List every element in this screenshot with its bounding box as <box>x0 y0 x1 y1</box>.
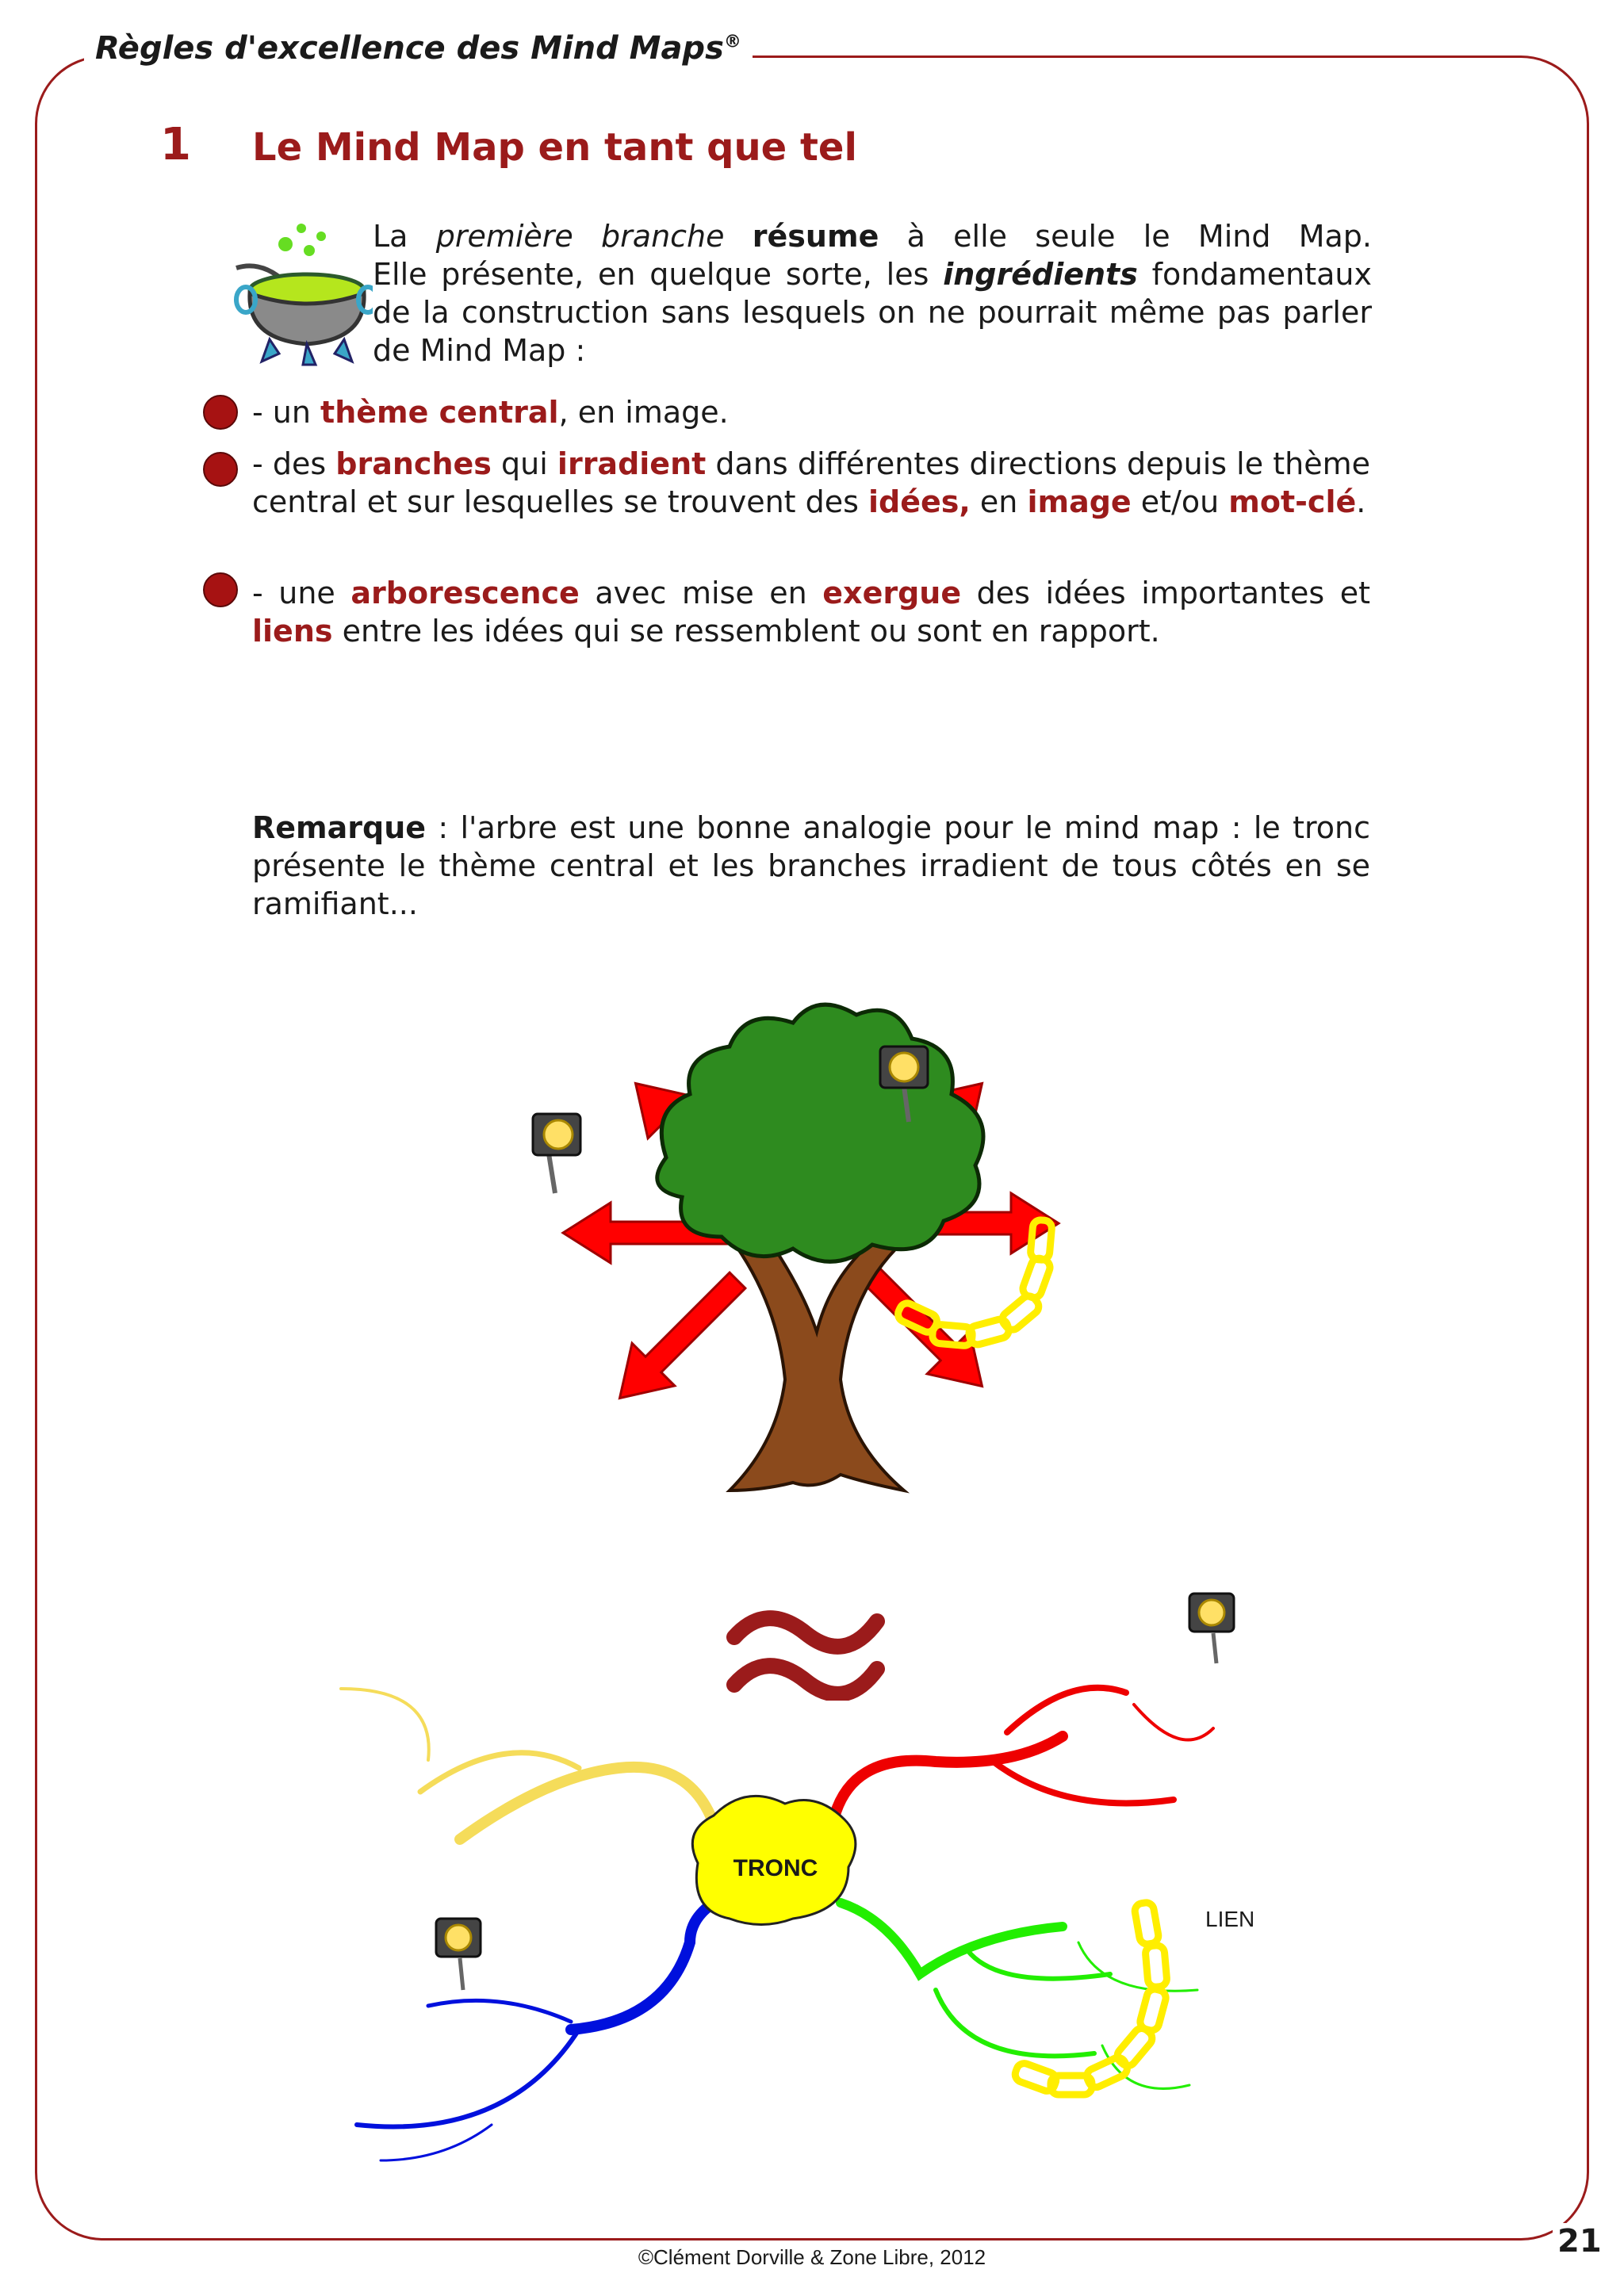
tree-illustration <box>492 936 1142 1522</box>
section-title: Le Mind Map en tant que tel <box>252 125 857 170</box>
intro-paragraph: La première branche résume à elle seule le Mind Map. Elle présente, en quelque sorte, les ingrédients fondamentaux de la construction sans lesquels on ne pourrait même pas parler de Mind Map : <box>373 219 1373 368</box>
branch-blue <box>357 1903 714 2160</box>
header-title: Règles d'excellence des Mind Maps® <box>84 30 753 67</box>
bullet-arborescence: - une arborescence avec mise en exergue des idées importantes et liens entre les idées qui se ressemblent ou sont en rapport. <box>252 576 1371 649</box>
section-number: 1 <box>160 119 191 170</box>
bullet-central-theme: - un thème central, en image. <box>252 395 729 430</box>
mindmap-illustration <box>317 1578 1316 2164</box>
remark-label: Remarque <box>252 810 427 845</box>
tree-foliage <box>657 1004 983 1261</box>
link-label: LIEN <box>1205 1907 1255 1931</box>
bullet-marker <box>203 452 238 487</box>
copyright-footer: ©Clément Dorville & Zone Libre, 2012 <box>638 2245 986 2269</box>
bullet-marker <box>203 572 238 607</box>
spotlight-icon <box>533 1114 580 1193</box>
branch-yellow <box>341 1689 714 1839</box>
cauldron-illustration <box>230 220 373 367</box>
branch-red <box>833 1688 1213 1823</box>
arrow-down-left <box>599 1259 759 1419</box>
spotlight-icon <box>1189 1594 1234 1663</box>
page-number: 21 <box>1553 2223 1607 2260</box>
remark-paragraph: Remarque : l'arbre est une bonne analogie pour le mind map : le tronc présente le thème central et les branches irradient de tous côtés en se ramifiant... <box>252 810 1370 921</box>
bullet-marker <box>203 395 238 430</box>
tree-trunk <box>730 1229 904 1490</box>
bullet-branches: - des branches qui irradient dans différentes directions depuis le thème central et sur lesquelles se trouvent des idées, en image et/ou mot-clé. <box>252 446 1371 519</box>
spotlight-icon <box>436 1919 481 1990</box>
central-theme-label: TRONC <box>733 1855 818 1881</box>
